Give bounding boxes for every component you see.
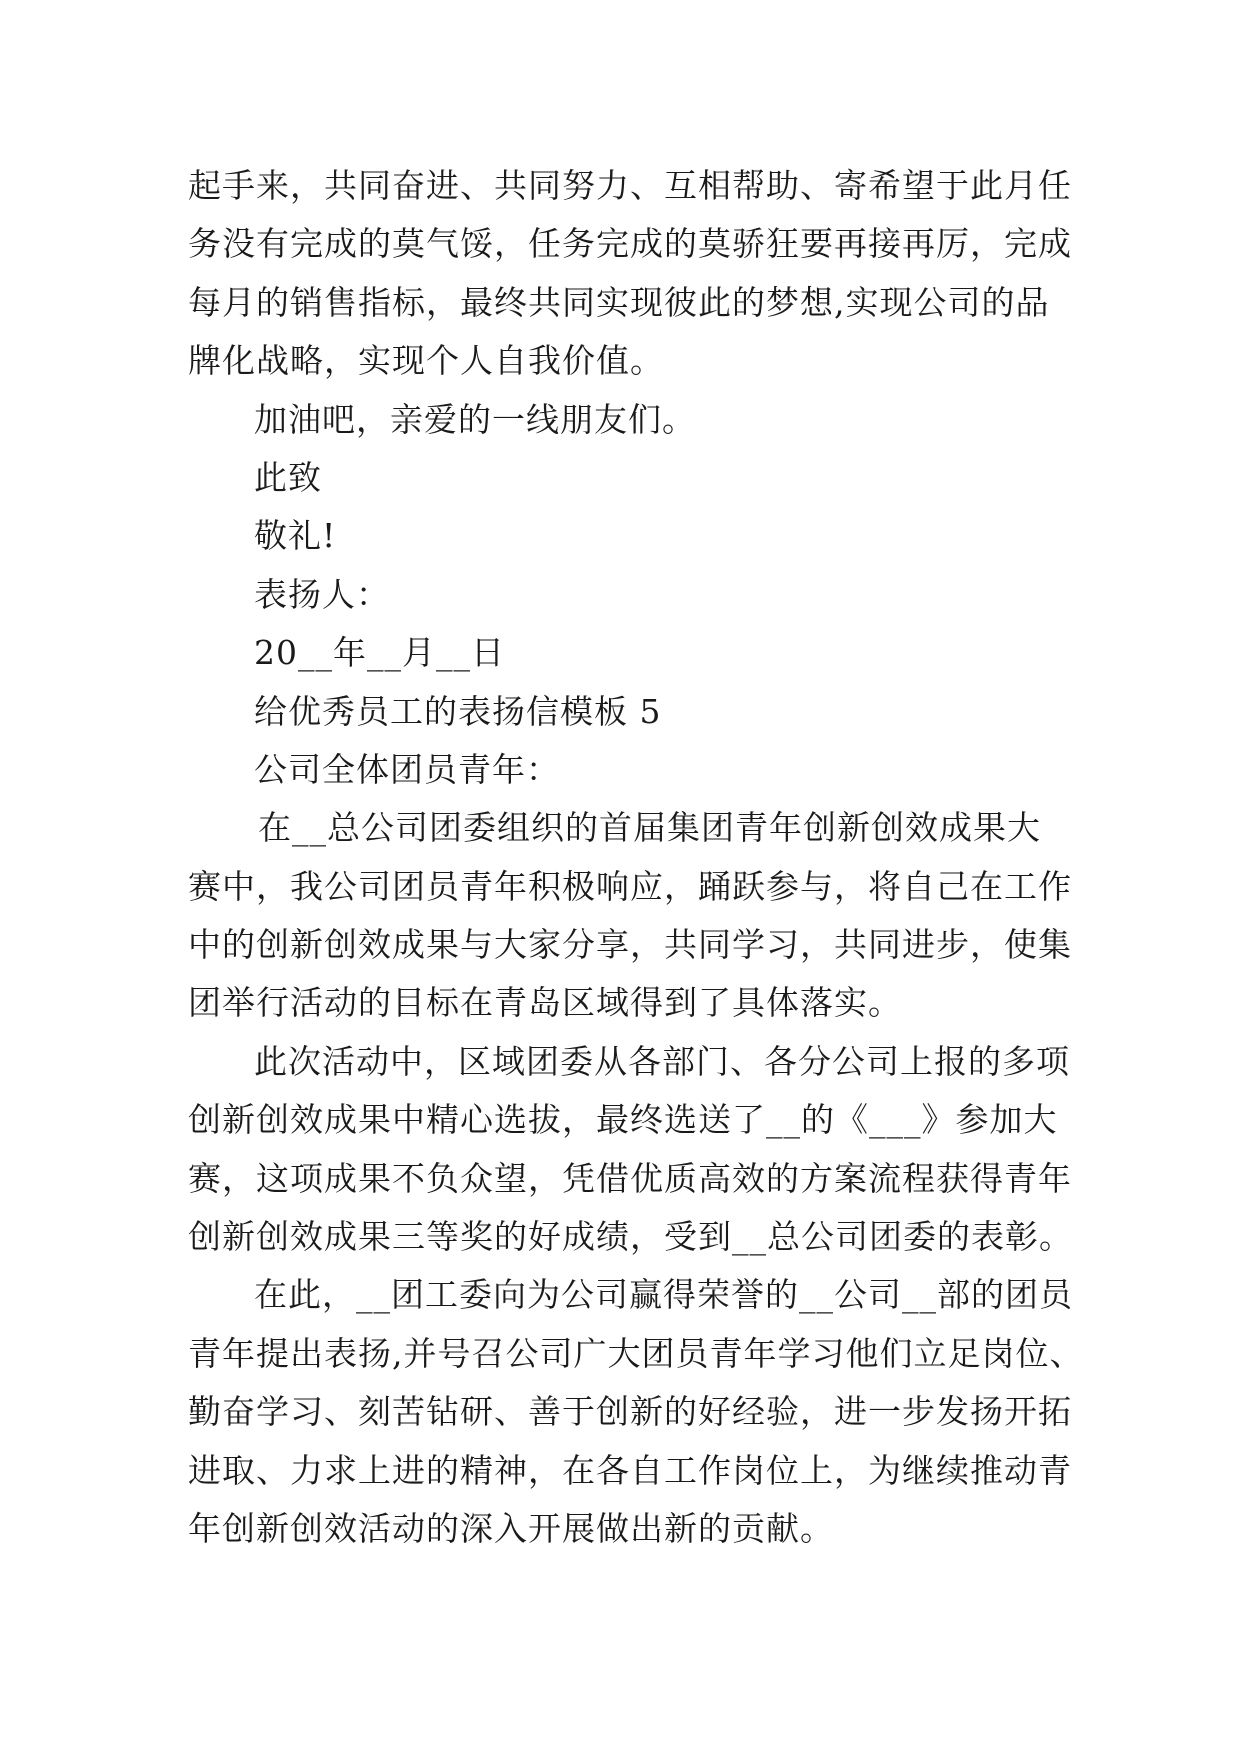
date-line: 20__年__月__日 bbox=[254, 633, 505, 673]
paragraph-line: 创新创效成果中精心选拔，最终选送了__的《___》参加大 bbox=[188, 1100, 1058, 1140]
paragraph-line: 进取、力求上进的精神，在各自工作岗位上，为继续推动青 bbox=[188, 1450, 1072, 1490]
paragraph-line: 赛中，我公司团员青年积极响应，踊跃参与，将自己在工作 bbox=[188, 866, 1072, 906]
paragraph-line: 务没有完成的莫气馁，任务完成的莫骄狂要再接再厉，完成 bbox=[188, 224, 1072, 264]
section-title: 给优秀员工的表扬信模板 5 bbox=[254, 691, 662, 731]
paragraph-line: 勤奋学习、刻苦钻研、善于创新的好经验，进一步发扬开拓 bbox=[188, 1392, 1072, 1432]
paragraph-line: 团举行活动的目标在青岛区域得到了具体落实。 bbox=[188, 983, 902, 1023]
paragraph-line: 牌化战略，实现个人自我价值。 bbox=[188, 341, 664, 381]
paragraph-line: 在__总公司团委组织的首届集团青年创新创效成果大 bbox=[258, 808, 1041, 848]
paragraph-line: 在此，__团工委向为公司赢得荣誉的__公司__部的团员 bbox=[254, 1275, 1073, 1315]
paragraph-line: 加油吧，亲爱的一线朋友们。 bbox=[254, 399, 696, 439]
paragraph-line: 创新创效成果三等奖的好成绩，受到__总公司团委的表彰。 bbox=[188, 1217, 1073, 1257]
paragraph-line: 年创新创效活动的深入开展做出新的贡献。 bbox=[188, 1508, 834, 1548]
paragraph-line: 每月的销售指标，最终共同实现彼此的梦想,实现公司的品 bbox=[188, 282, 1050, 322]
signature-label: 表扬人： bbox=[254, 574, 390, 614]
paragraph-line: 青年提出表扬,并号召公司广大团员青年学习他们立足岗位、 bbox=[188, 1333, 1084, 1373]
paragraph-line: 中的创新创效成果与大家分享，共同学习，共同进步，使集 bbox=[188, 925, 1072, 965]
document-body bbox=[188, 157, 1084, 1558]
closing-salutation: 此致 bbox=[254, 457, 322, 497]
recipient-line: 公司全体团员青年： bbox=[254, 749, 560, 789]
paragraph-line: 此次活动中，区域团委从各部门、各分公司上报的多项 bbox=[254, 1041, 1070, 1081]
paragraph-line: 起手来，共同奋进、共同努力、互相帮助、寄希望于此月任 bbox=[188, 166, 1072, 205]
paragraph-line: 赛，这项成果不负众望，凭借优质高效的方案流程获得青年 bbox=[188, 1158, 1072, 1198]
closing-regards: 敬礼! bbox=[254, 516, 337, 556]
